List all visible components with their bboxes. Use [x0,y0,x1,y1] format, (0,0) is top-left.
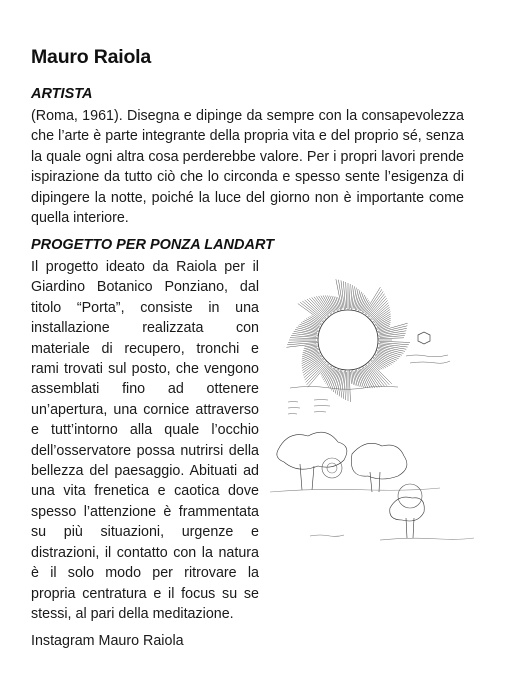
sun-ray [354,371,357,386]
project-description: Il progetto ideato da Raiola per il Giardino Botanico Ponziano, dal titolo “Porta”, consiste in una installazione realizzata con materiale di recupero, tronchi e rami trovati sul posto, che vengono assemblati fino ad ottenere un’apertura, una cornice attraverso e tutt’intorno alla quale l’occhio dell’osservatore possa nutrirsi della bellezza del paesaggio. Abituati ad una vita frenetica e caotica dove spesso l’attenzione è frammentata su più situazioni, urgenze e distrazioni, il contatto con la natura è il solo modo per ritrovare la propria centratura e il focus su se stessi, al pari della meditazione. [31,259,259,622]
project-heading: PROGETTO PER PONZA LANDART [31,237,275,253]
sun-ray [349,370,350,402]
sun-ray [346,372,347,400]
instagram-link[interactable]: Instagram Mauro Raiola [31,633,184,649]
sun-ray [298,304,324,323]
tree-sketches [270,432,474,540]
sun-ray [311,316,321,323]
sun-ray [304,320,319,327]
sun-ray [330,369,337,389]
sun-ring-sketch [286,279,410,402]
sun-ray [325,368,333,382]
sun-ray [305,300,326,320]
sun-ray [327,296,335,312]
sun-ray [328,370,335,388]
sun-ray [303,321,321,328]
sun-ray [302,352,320,359]
sun-ray [377,320,391,326]
artist-heading: ARTISTA [31,86,93,102]
sun-ray [346,282,347,308]
sun-ray [290,338,318,339]
hexagon-sketch [418,332,430,344]
sun-ray [363,302,369,313]
sun-ray [379,341,410,342]
sun-ray [304,346,319,349]
sun-ray [287,342,318,344]
sun-ray [349,284,350,309]
sun-ray [378,348,402,355]
artist-bio: (Roma, 1961). Disegna e dipinge da sempre con la consapevolezza che l’arte è parte integrante della propria vita e del proprio sé, senza la quale ogni altra cosa perderebbe valore. Per i propri lavori prende ispirazione da tutto ciò che lo circonda e spesso sente l’esigenza di dipingere la notte, poiché la luce del giorno non è importante come quella interiore. [31,108,464,227]
sun-ray [351,372,352,384]
sun-ray [306,361,327,382]
sun-ray [371,363,392,384]
sun-ray [359,369,366,388]
page-title: Mauro Raiola [31,46,152,68]
sun-ray [332,369,339,391]
sketch-drawing [270,260,480,560]
sun-ray [288,341,317,342]
sun-ray [378,350,400,357]
sun-ray [376,318,391,326]
sun-ray [371,300,388,317]
sun-ray [378,338,404,339]
